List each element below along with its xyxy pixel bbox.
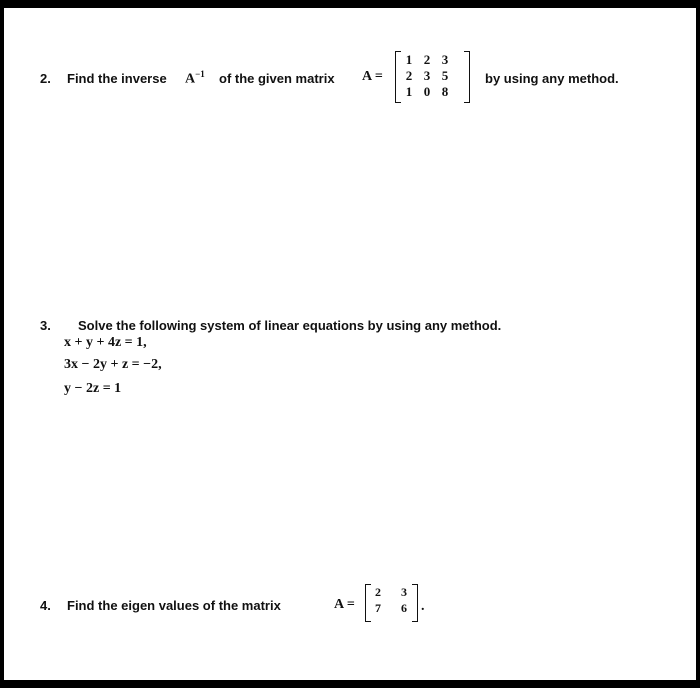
q3-equation-2: 3x − 2y + z = −2, (64, 357, 162, 372)
q4-matrix-cell: 7 (375, 601, 381, 615)
q2-matrix-cell: 1 (405, 84, 413, 99)
q4-matrix-cell: 6 (401, 601, 407, 615)
q2-matrix-cell: 3 (441, 52, 449, 67)
q2-matrix-cell: 1 (405, 52, 413, 67)
q2-matrix-symbol: A = (362, 69, 383, 84)
q4-trailing-period: . (421, 599, 425, 614)
q4-number: 4. (40, 598, 51, 613)
document-page (4, 8, 696, 680)
q2-matrix-cell: 8 (441, 84, 449, 99)
q2-matrix-cell: 0 (423, 84, 431, 99)
q2-text-before: Find the inverse (67, 71, 167, 86)
q3-text: Solve the following system of linear equations by using any method. (78, 318, 502, 333)
q4-matrix-right-bracket (412, 584, 418, 622)
q4-matrix (369, 584, 413, 616)
q3-equation-1: x + y + 4z = 1, (64, 335, 147, 350)
q3-number: 3. (40, 318, 51, 333)
q3-equation-3: y − 2z = 1 (64, 381, 122, 396)
q2-matrix-cell: 5 (441, 68, 449, 83)
q4-matrix-symbol: A = (334, 597, 355, 612)
q2-matrix-cell: 2 (423, 52, 431, 67)
q2-matrix-cell: 3 (423, 68, 431, 83)
q4-matrix-cell: 2 (375, 585, 381, 599)
q2-matrix-right-bracket (464, 51, 470, 103)
q2-text-middle: of the given matrix (219, 71, 335, 86)
q2-matrix-cell: 2 (405, 68, 413, 83)
q2-number: 2. (40, 71, 51, 86)
q2-inverse-symbol: $A^{-1}$ (185, 69, 205, 87)
q2-matrix (400, 52, 454, 100)
q2-inverse-exponent: −1 (195, 69, 205, 79)
q2-text-after: by using any method. (485, 71, 619, 86)
q4-matrix-cell: 3 (401, 585, 407, 599)
q4-text: Find the eigen values of the matrix (67, 598, 281, 613)
